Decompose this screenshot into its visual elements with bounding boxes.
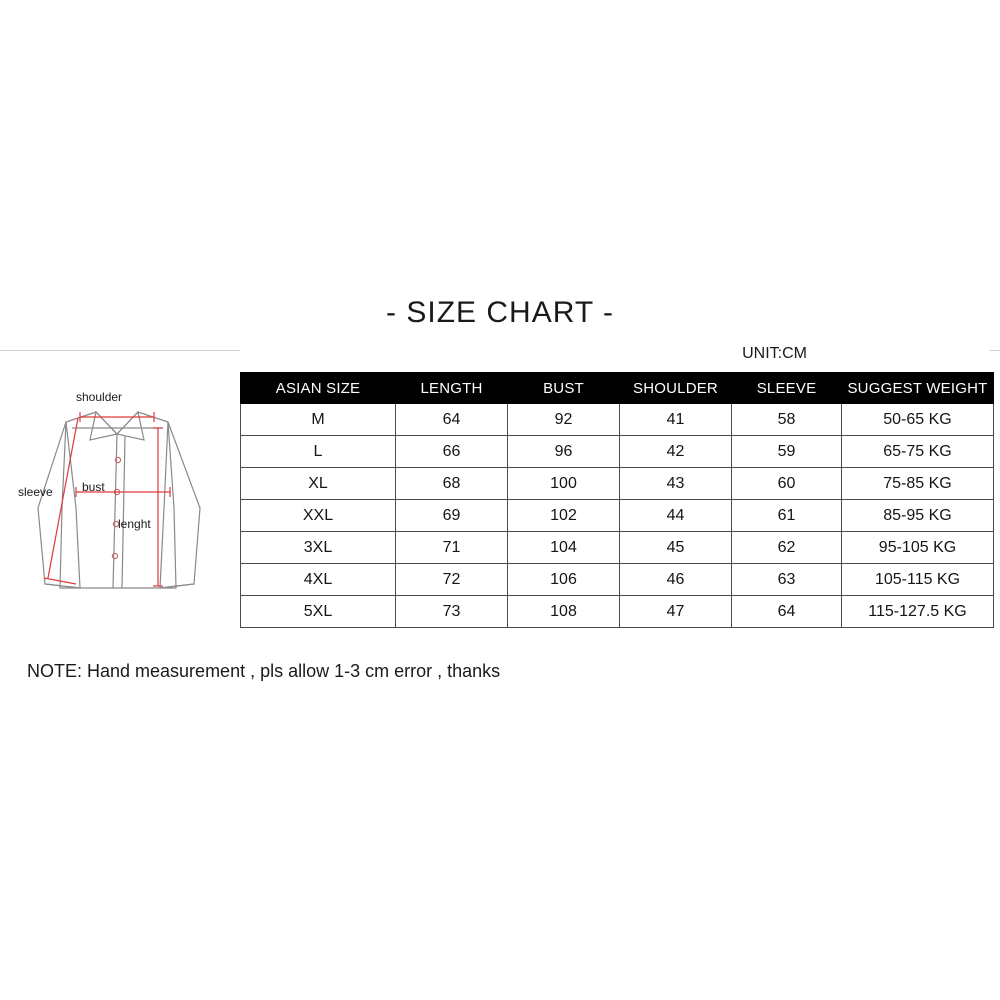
- cell-suggest-weight: 65-75 KG: [842, 436, 994, 468]
- cell-shoulder: 43: [620, 468, 732, 500]
- cell-shoulder: 46: [620, 564, 732, 596]
- cell-suggest-weight: 85-95 KG: [842, 500, 994, 532]
- top-rule-left: [0, 350, 240, 351]
- cell-sleeve: 61: [732, 500, 842, 532]
- column-header-sleeve: SLEEVE: [732, 373, 842, 404]
- cell-size: 5XL: [241, 596, 396, 628]
- table-row: [241, 500, 994, 532]
- cell-sleeve: 63: [732, 564, 842, 596]
- size-chart-table: [240, 372, 994, 628]
- cell-length: 73: [396, 596, 508, 628]
- cell-size: L: [241, 436, 396, 468]
- cell-sleeve: 60: [732, 468, 842, 500]
- cell-bust: 102: [508, 500, 620, 532]
- cell-length: 69: [396, 500, 508, 532]
- figure-label-shoulder: shoulder: [76, 390, 123, 404]
- cell-shoulder: 41: [620, 404, 732, 436]
- cell-suggest-weight: 105-115 KG: [842, 564, 994, 596]
- cell-size: 4XL: [241, 564, 396, 596]
- cell-length: 66: [396, 436, 508, 468]
- figure-label-sleeve: sleeve: [18, 485, 53, 499]
- cell-shoulder: 45: [620, 532, 732, 564]
- cell-suggest-weight: 75-85 KG: [842, 468, 994, 500]
- unit-label: UNIT:CM: [742, 345, 807, 362]
- figure-label-length: lenght: [118, 517, 151, 531]
- measurement-note: NOTE: Hand measurement , pls allow 1-3 cm error , thanks: [27, 661, 501, 681]
- cell-sleeve: 59: [732, 436, 842, 468]
- table-row: [241, 596, 994, 628]
- table-row: [241, 436, 994, 468]
- table-row: [241, 564, 994, 596]
- cell-size: M: [241, 404, 396, 436]
- cell-bust: 108: [508, 596, 620, 628]
- cell-length: 68: [396, 468, 508, 500]
- column-header-length: LENGTH: [396, 373, 508, 404]
- page-title: - SIZE CHART -: [386, 296, 614, 329]
- column-header-bust: BUST: [508, 373, 620, 404]
- table-row: [241, 404, 994, 436]
- table-row: [241, 468, 994, 500]
- cell-sleeve: 58: [732, 404, 842, 436]
- cell-size: XXL: [241, 500, 396, 532]
- table-row: [241, 532, 994, 564]
- figure-label-bust: bust: [82, 480, 105, 494]
- cell-bust: 104: [508, 532, 620, 564]
- column-header-suggest-weight: SUGGEST WEIGHT: [842, 373, 994, 404]
- column-header-asian-size: ASIAN SIZE: [241, 373, 396, 404]
- cell-bust: 100: [508, 468, 620, 500]
- cell-shoulder: 47: [620, 596, 732, 628]
- cell-bust: 96: [508, 436, 620, 468]
- cell-bust: 106: [508, 564, 620, 596]
- cell-suggest-weight: 50-65 KG: [842, 404, 994, 436]
- cell-length: 64: [396, 404, 508, 436]
- cell-bust: 92: [508, 404, 620, 436]
- cell-suggest-weight: 95-105 KG: [842, 532, 994, 564]
- cell-length: 72: [396, 564, 508, 596]
- column-header-shoulder: SHOULDER: [620, 373, 732, 404]
- cell-suggest-weight: 115-127.5 KG: [842, 596, 994, 628]
- cell-shoulder: 42: [620, 436, 732, 468]
- garment-illustration: [18, 388, 233, 618]
- cell-sleeve: 62: [732, 532, 842, 564]
- cell-size: 3XL: [241, 532, 396, 564]
- cell-sleeve: 64: [732, 596, 842, 628]
- cell-size: XL: [241, 468, 396, 500]
- cell-shoulder: 44: [620, 500, 732, 532]
- cell-length: 71: [396, 532, 508, 564]
- table-header-row: [241, 373, 994, 404]
